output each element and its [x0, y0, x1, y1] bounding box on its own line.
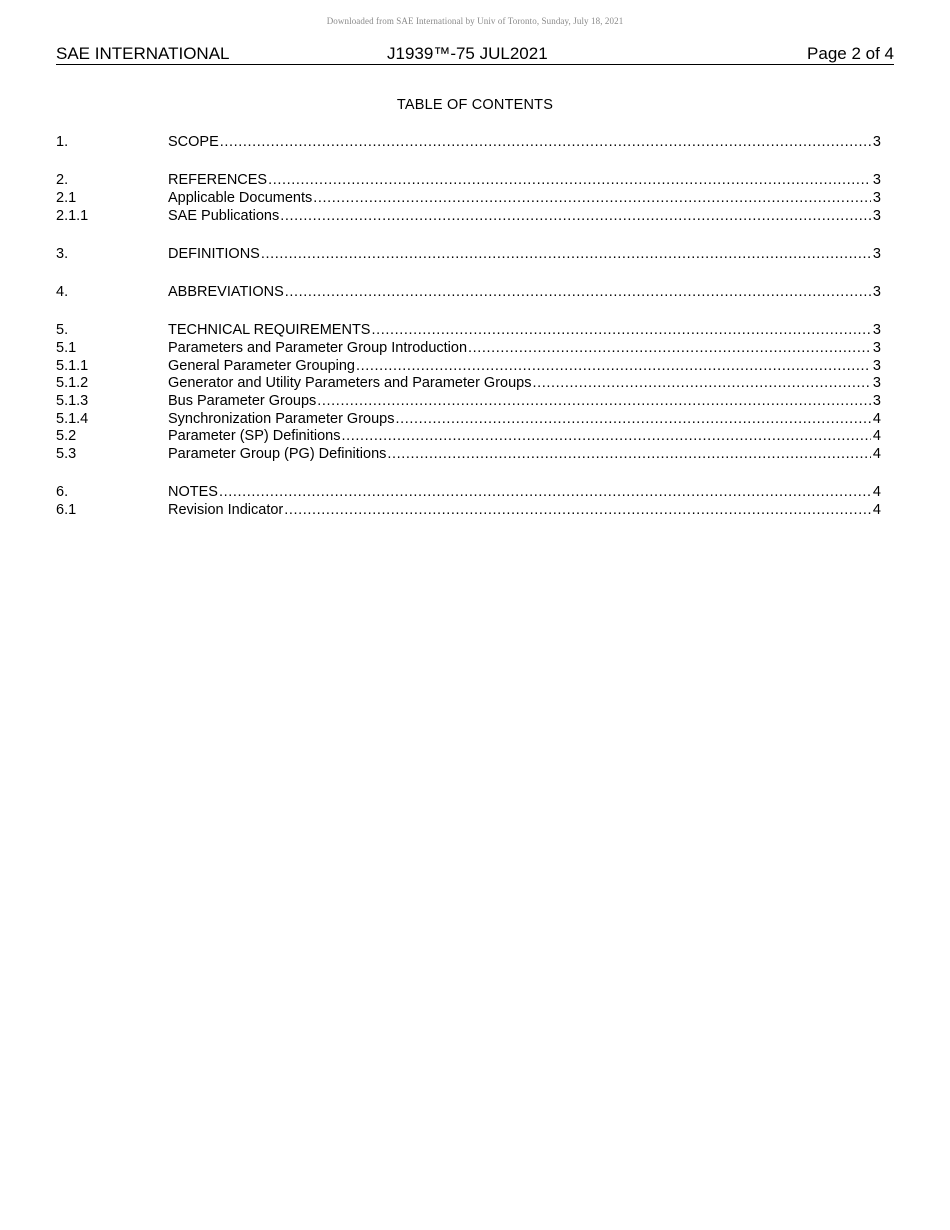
toc-entry-number: 6.	[56, 484, 69, 501]
toc-entry-title: SCOPE	[168, 134, 219, 150]
toc-entry[interactable]	[56, 134, 881, 152]
toc-section-group	[56, 134, 881, 152]
toc-entry[interactable]	[56, 375, 881, 393]
toc-dot-leader	[371, 322, 870, 340]
toc-dot-leader	[313, 190, 871, 208]
toc-entry-title: TECHNICAL REQUIREMENTS	[168, 322, 371, 339]
toc-entry-title: Parameter Group (PG) Definitions	[168, 445, 387, 462]
toc-entry-page: 3	[872, 322, 881, 339]
toc-dot-leader	[280, 208, 871, 226]
download-watermark: Downloaded from SAE International by Univ of Toronto, Sunday, July 18, 2021	[326, 16, 624, 26]
toc-dot-leader	[285, 284, 871, 302]
toc-entry[interactable]	[56, 208, 881, 226]
toc-entry-page: 3	[872, 339, 881, 356]
toc-entry-title: Synchronization Parameter Groups	[168, 410, 395, 427]
toc-entry-page: 3	[872, 375, 881, 392]
toc-entry-title: DEFINITIONS	[168, 245, 260, 262]
toc-entry[interactable]	[56, 446, 881, 464]
toc-entry-number: 2.1	[56, 189, 77, 206]
toc-entry-number: 5.2	[56, 428, 77, 445]
toc-dot-leader	[261, 246, 871, 264]
toc-entry-title: General Parameter Grouping	[168, 357, 355, 374]
toc-entry-line	[168, 134, 881, 152]
toc-entry-number: 2.	[56, 172, 69, 189]
toc-entry-number: 6.1	[56, 501, 77, 518]
toc-dot-leader	[468, 340, 871, 358]
header-document-id: J1939™-75 JUL2021	[387, 44, 548, 63]
header-page-number: Page 2 of 4	[807, 44, 894, 63]
toc-entry-number: 5.1.3	[56, 392, 89, 409]
toc-entry-title: Bus Parameter Groups	[168, 392, 317, 409]
toc-entry-page: 3	[872, 283, 881, 300]
toc-entry-line	[168, 284, 881, 302]
toc-entry[interactable]	[56, 428, 881, 446]
toc-entry[interactable]	[56, 358, 881, 376]
toc-entry[interactable]	[56, 322, 881, 340]
toc-entry-title: Parameters and Parameter Group Introduction	[168, 339, 468, 356]
toc-entry-title: Applicable Documents	[168, 189, 313, 206]
toc-entry-page: 3	[872, 172, 881, 189]
toc-section-group	[56, 284, 881, 302]
toc-dot-leader	[220, 134, 871, 152]
toc-entry-title: Revision Indicator	[168, 501, 284, 518]
toc-entry-line	[168, 246, 881, 264]
header-organization: SAE INTERNATIONAL	[56, 44, 230, 63]
toc-entry-line	[168, 208, 881, 226]
toc-entry-number: 5.3	[56, 445, 77, 462]
toc-entry-line	[168, 190, 881, 208]
toc-entry-number: 5.1	[56, 339, 77, 356]
table-of-contents	[56, 134, 881, 540]
toc-entry-number: 5.1.2	[56, 375, 89, 392]
toc-dot-leader	[219, 484, 871, 502]
toc-entry-page: 4	[872, 484, 881, 501]
toc-entry-number: 3.	[56, 245, 69, 262]
toc-section-group	[56, 246, 881, 264]
page-header	[56, 44, 894, 65]
toc-entry-page: 4	[872, 501, 881, 518]
toc-dot-leader	[356, 358, 871, 376]
toc-section-group	[56, 484, 881, 519]
toc-entry-title: SAE Publications	[168, 207, 280, 224]
toc-entry[interactable]	[56, 284, 881, 302]
toc-entry-line	[168, 502, 881, 520]
toc-entry-page: 3	[872, 134, 881, 150]
toc-entry-page: 3	[872, 189, 881, 206]
toc-entry-page: 4	[872, 445, 881, 462]
toc-entry-number: 2.1.1	[56, 207, 89, 224]
toc-dot-leader	[532, 375, 870, 393]
toc-entry-title: ABBREVIATIONS	[168, 283, 284, 300]
toc-entry-page: 4	[872, 428, 881, 445]
toc-entry-line	[168, 358, 881, 376]
toc-entry-line	[168, 393, 881, 411]
toc-entry[interactable]	[56, 411, 881, 429]
toc-entry[interactable]	[56, 340, 881, 358]
toc-entry[interactable]	[56, 484, 881, 502]
toc-entry[interactable]	[56, 502, 881, 520]
toc-entry[interactable]	[56, 246, 881, 264]
toc-section-group	[56, 322, 881, 464]
toc-entry-number: 5.1.4	[56, 410, 89, 427]
toc-entry-page: 3	[872, 357, 881, 374]
toc-entry-line	[168, 428, 881, 446]
toc-entry-number: 1.	[56, 134, 69, 150]
toc-dot-leader	[317, 393, 871, 411]
toc-entry-number: 5.1.1	[56, 357, 89, 374]
toc-entry-title: Parameter (SP) Definitions	[168, 428, 341, 445]
toc-entry-title: NOTES	[168, 484, 218, 501]
toc-entry-title: Generator and Utility Parameters and Parameter Groups	[168, 375, 532, 392]
toc-entry-line	[168, 172, 881, 190]
toc-dot-leader	[387, 446, 871, 464]
toc-entry-number: 4.	[56, 283, 69, 300]
toc-entry[interactable]	[56, 190, 881, 208]
toc-dot-leader	[395, 411, 870, 429]
toc-dot-leader	[284, 502, 871, 520]
toc-entry-page: 3	[872, 207, 881, 224]
toc-entry-line	[168, 375, 881, 393]
toc-entry-line	[168, 446, 881, 464]
toc-entry-page: 3	[872, 245, 881, 262]
toc-entry-line	[168, 340, 881, 358]
toc-entry-line	[168, 484, 881, 502]
toc-entry[interactable]	[56, 393, 881, 411]
toc-dot-leader	[268, 172, 871, 190]
toc-entry-number: 5.	[56, 322, 69, 339]
toc-entry-line	[168, 411, 881, 429]
toc-entry[interactable]	[56, 172, 881, 190]
toc-entry-page: 4	[872, 410, 881, 427]
toc-dot-leader	[341, 428, 870, 446]
toc-entry-page: 3	[872, 392, 881, 409]
toc-entry-line	[168, 322, 881, 340]
toc-entry-title: REFERENCES	[168, 172, 268, 189]
toc-title: TABLE OF CONTENTS	[396, 97, 554, 113]
toc-section-group	[56, 172, 881, 225]
